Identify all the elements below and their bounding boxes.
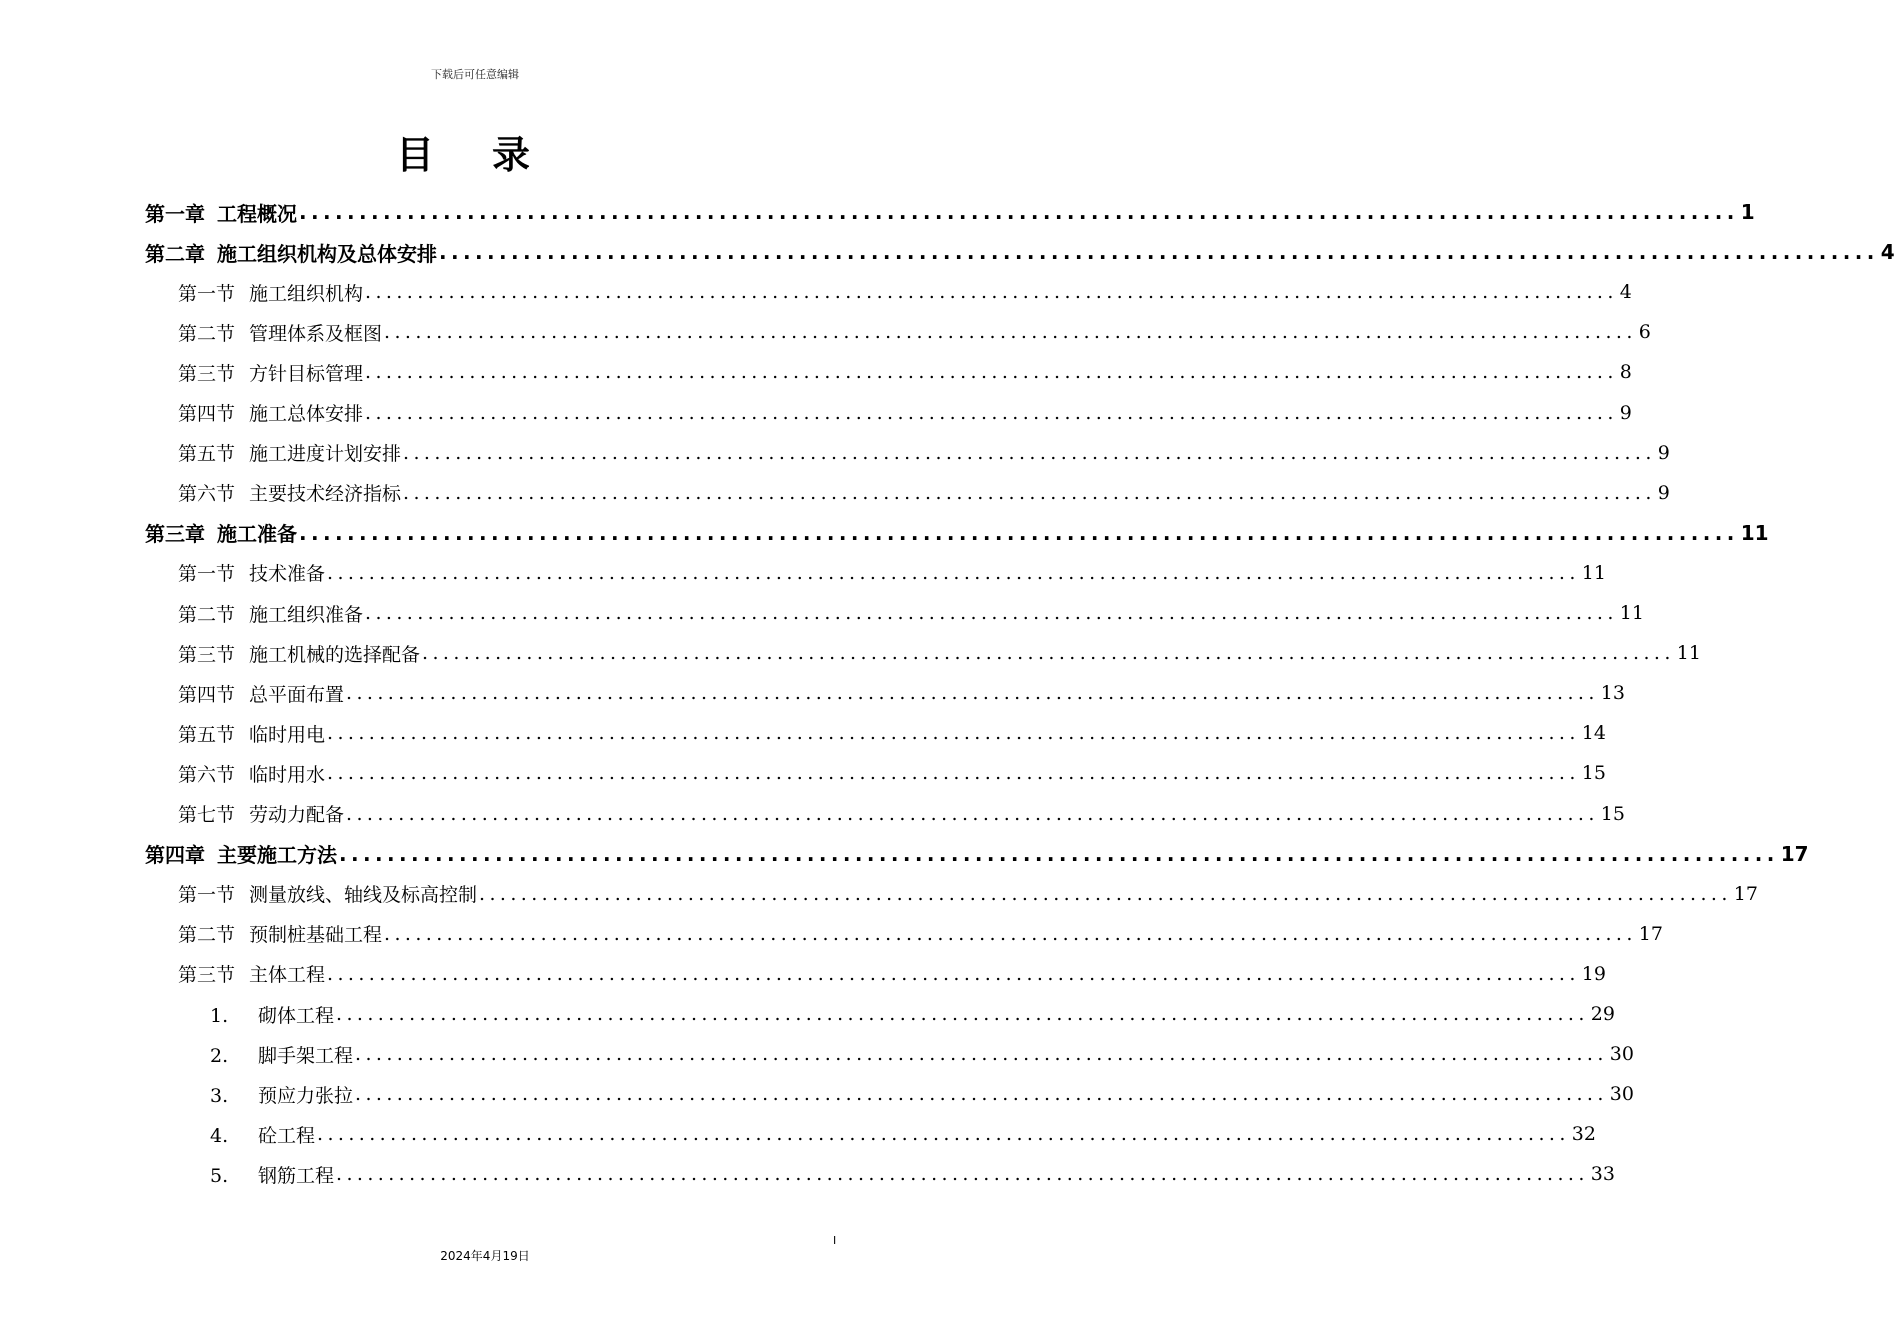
toc-leader-dots: ........................................................................................................................: [479, 882, 1732, 905]
toc-leader-dots: ........................................................................................................................: [439, 240, 1879, 265]
toc-entry-number: 4.: [210, 1124, 229, 1147]
toc-entry-number: 2.: [210, 1044, 229, 1067]
toc-chapter-entry[interactable]: [145, 513, 1769, 553]
toc-entry-number: 第二节: [178, 924, 236, 947]
toc-entry-label: [178, 720, 325, 747]
toc-entry-number: 第三章: [145, 522, 205, 547]
toc-entry-number: 第四节: [178, 683, 236, 706]
toc-entry-number: 第三节: [178, 964, 236, 987]
toc-entry-label: [178, 880, 477, 907]
toc-leader-dots: ........................................................................................................................: [384, 321, 1637, 344]
toc-entry-title: 钢筋工程: [258, 1164, 335, 1187]
toc-section-entry[interactable]: [178, 794, 1625, 834]
toc-page-number: 15: [1600, 802, 1625, 825]
toc-entry-title: 砌体工程: [258, 1004, 335, 1027]
toc-leader-dots: ........................................................................................................................: [365, 361, 1618, 384]
toc-entry-title: 主体工程: [249, 964, 326, 987]
toc-page-number: 8: [1619, 361, 1632, 384]
toc-section-entry[interactable]: [178, 673, 1625, 713]
toc-entry-title: 临时用水: [249, 763, 326, 786]
toc-section-entry[interactable]: [178, 393, 1632, 433]
toc-entry-number: 第二节: [178, 322, 236, 345]
toc-entry-title: 砼工程: [258, 1124, 316, 1147]
toc-page-number: 17: [1733, 882, 1758, 905]
toc-page-number: 1: [1740, 200, 1755, 224]
toc-entry-label: [178, 920, 382, 947]
toc-section-entry[interactable]: [178, 272, 1632, 312]
toc-entry-number: 第五节: [178, 723, 236, 746]
toc-page-number: 30: [1609, 1083, 1634, 1106]
toc-subsection-entry[interactable]: [210, 1034, 1634, 1074]
toc-section-entry[interactable]: [178, 312, 1651, 352]
toc-page-number: 14: [1581, 722, 1606, 745]
toc-leader-dots: ........................................................................................................................: [336, 1163, 1589, 1186]
toc-page-number: 9: [1619, 401, 1632, 424]
toc-entry-number: 第一节: [178, 563, 236, 586]
toc-leader-dots: ........................................................................................................................: [327, 762, 1580, 785]
toc-entry-label: [178, 800, 344, 827]
toc-chapter-entry[interactable]: [145, 192, 1755, 232]
toc-entry-number: 第六节: [178, 483, 236, 506]
toc-subsection-entry[interactable]: [210, 1154, 1615, 1194]
toc-page-number: 11: [1581, 561, 1606, 584]
toc-entry-label: [178, 479, 401, 506]
toc-entry-label: [178, 760, 325, 787]
toc-leader-dots: ........................................................................................................................: [355, 1083, 1608, 1106]
toc-entry-label: [210, 1121, 315, 1148]
toc-leader-dots: ........................................................................................................................: [299, 520, 1739, 545]
toc-entry-label: [145, 839, 337, 868]
toc-entry-title: 施工组织准备: [249, 603, 364, 626]
page-number-marker: I: [833, 1234, 837, 1247]
toc-entry-title: 管理体系及框图: [249, 322, 383, 345]
toc-entry-number: 第四节: [178, 403, 236, 425]
toc-page-number: 33: [1590, 1163, 1615, 1186]
toc-section-entry[interactable]: [178, 433, 1670, 473]
toc-entry-number: 第二章: [145, 241, 205, 266]
toc-entry-number: 第一节: [178, 282, 236, 305]
toc-entry-label: [178, 439, 401, 466]
toc-subsection-entry[interactable]: [210, 1114, 1596, 1154]
toc-leader-dots: ........................................................................................................................: [365, 281, 1618, 304]
toc-entry-label: [145, 198, 297, 227]
toc-leader-dots: ........................................................................................................................: [317, 1123, 1570, 1146]
toc-entry-title: 施工机械的选择配备: [249, 643, 421, 666]
toc-entry-title: 预应力张拉: [258, 1084, 354, 1107]
toc-subsection-entry[interactable]: [210, 1074, 1634, 1114]
toc-leader-dots: ........................................................................................................................: [365, 401, 1618, 424]
toc-entry-number: 第一章: [145, 201, 205, 226]
toc-entry-label: [145, 238, 437, 267]
toc-leader-dots: ........................................................................................................................: [355, 1043, 1608, 1066]
toc-section-entry[interactable]: [178, 954, 1606, 994]
toc-title: 目录: [395, 133, 588, 177]
toc-entry-title: 脚手架工程: [258, 1044, 354, 1067]
toc-entry-number: 第四章: [145, 843, 205, 868]
toc-entry-number: 3.: [210, 1084, 229, 1107]
toc-leader-dots: ........................................................................................................................: [299, 200, 1739, 224]
toc-leader-dots: ........................................................................................................................: [422, 642, 1675, 665]
toc-entry-label: [210, 1041, 353, 1068]
toc-section-entry[interactable]: [178, 713, 1606, 753]
toc-page-number: 32: [1571, 1123, 1596, 1146]
toc-entry-label: [210, 1161, 334, 1188]
toc-subsection-entry[interactable]: [210, 994, 1615, 1034]
toc-leader-dots: ........................................................................................................................: [403, 481, 1656, 504]
toc-section-entry[interactable]: [178, 352, 1632, 392]
toc-leader-dots: ........................................................................................................................: [384, 922, 1637, 945]
toc-section-entry[interactable]: [178, 753, 1606, 793]
toc-page-number: 17: [1780, 841, 1809, 866]
page-header: 下载后可任意编辑: [431, 68, 519, 81]
toc-page-number: 15: [1581, 762, 1606, 785]
toc-entry-title: 测量放线、轴线及标高控制: [249, 884, 478, 907]
toc-leader-dots: ........................................................................................................................: [339, 841, 1779, 866]
toc-page-number: 11: [1740, 520, 1769, 545]
toc-entry-label: [178, 359, 363, 386]
toc-entry-number: 第七节: [178, 804, 236, 826]
toc-section-entry[interactable]: [178, 633, 1701, 673]
toc-page-number: 4: [1619, 281, 1632, 304]
toc-entry-title: 施工组织机构: [249, 282, 364, 305]
toc-page-number: 30: [1609, 1043, 1634, 1066]
toc-page-number: 4: [1880, 240, 1895, 265]
toc-entry-label: [145, 518, 297, 547]
toc-section-entry[interactable]: [178, 553, 1606, 593]
toc-entry-label: [178, 399, 363, 426]
toc-entry-title: 施工进度计划安排: [249, 443, 402, 466]
toc-page-number: 29: [1590, 1003, 1615, 1025]
toc-entry-title: 技术准备: [249, 563, 326, 586]
toc-entry-label: [178, 600, 363, 627]
toc-entry-title: 主要施工方法: [217, 843, 337, 868]
page-footer-date: 2024年4月19日: [440, 1249, 530, 1263]
toc-entry-number: 1.: [210, 1004, 229, 1027]
toc-entry-number: 第六节: [178, 763, 236, 786]
toc-page-number: 13: [1600, 682, 1625, 705]
toc-entry-number: 第五节: [178, 443, 236, 466]
toc-section-entry[interactable]: [178, 593, 1644, 633]
toc-leader-dots: ........................................................................................................................: [327, 561, 1580, 584]
toc-leader-dots: ........................................................................................................................: [346, 682, 1599, 705]
toc-page-number: 17: [1638, 922, 1663, 945]
toc-leader-dots: ........................................................................................................................: [336, 1003, 1589, 1025]
toc-entry-title: 施工组织机构及总体安排: [217, 241, 437, 266]
toc-page-number: 19: [1581, 962, 1606, 985]
toc-entry-number: 第二节: [178, 603, 236, 626]
toc-entry-title: 劳动力配备: [249, 804, 345, 826]
toc-entry-title: 主要技术经济指标: [249, 483, 402, 506]
toc-entry-number: 第三节: [178, 362, 236, 385]
toc-entry-label: [178, 559, 325, 586]
toc-leader-dots: ........................................................................................................................: [403, 441, 1656, 464]
toc-page-number: 9: [1657, 441, 1670, 464]
toc-entry-title: 临时用电: [249, 723, 326, 746]
toc-entry-title: 施工准备: [217, 522, 297, 547]
toc-section-entry[interactable]: [178, 874, 1758, 914]
toc-entry-title: 施工总体安排: [249, 403, 364, 425]
toc-leader-dots: ........................................................................................................................: [327, 722, 1580, 745]
toc-chapter-entry[interactable]: [145, 232, 1895, 272]
toc-leader-dots: ........................................................................................................................: [365, 602, 1618, 624]
toc-section-entry[interactable]: [178, 473, 1670, 513]
toc-page-number: 9: [1657, 481, 1670, 504]
toc-entry-title: 工程概况: [217, 201, 297, 226]
toc-entry-title: 方针目标管理: [249, 362, 364, 385]
toc-entry-title: 预制桩基础工程: [249, 924, 383, 947]
toc-section-entry[interactable]: [178, 914, 1663, 954]
toc-entry-number: 5.: [210, 1164, 229, 1187]
toc-leader-dots: ........................................................................................................................: [346, 802, 1599, 825]
toc-entry-label: [178, 960, 325, 987]
toc-entry-label: [178, 279, 363, 306]
toc-entry-label: [178, 680, 344, 707]
toc-entry-title: 总平面布置: [249, 683, 345, 706]
toc-entry-label: [210, 1001, 334, 1028]
toc-entry-number: 第一节: [178, 884, 236, 907]
toc-entry-label: [178, 640, 420, 667]
toc-chapter-entry[interactable]: [145, 834, 1809, 874]
toc-entry-label: [210, 1081, 353, 1108]
toc-leader-dots: ........................................................................................................................: [327, 962, 1580, 985]
toc-page-number: 11: [1676, 642, 1701, 665]
toc-page-number: 6: [1638, 321, 1651, 344]
toc-page-number: 11: [1619, 602, 1644, 624]
toc-entry-label: [178, 319, 382, 346]
toc-entry-number: 第三节: [178, 643, 236, 666]
